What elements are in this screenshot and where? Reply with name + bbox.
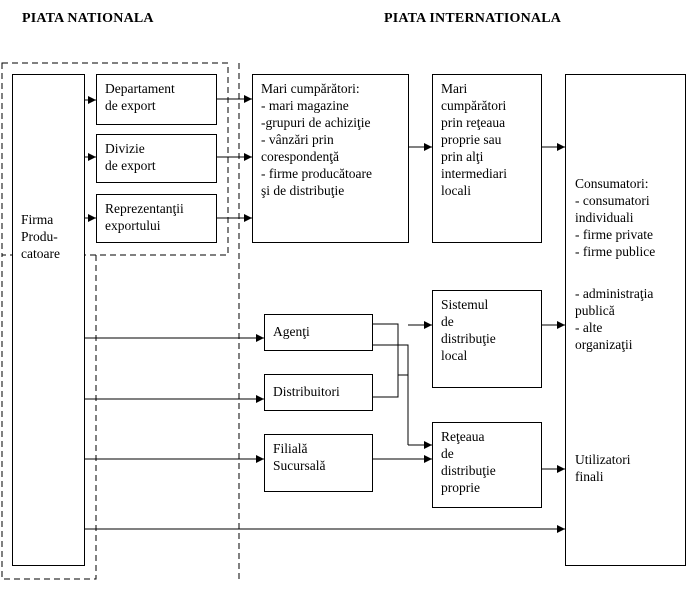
consumatori-list: Consumatori: - consumatori individuali - firme private - firme publice — [575, 176, 656, 259]
connector-agenti-distribuitori — [372, 324, 398, 397]
box-reprezentanti-export: Reprezentanţii exportului — [96, 194, 217, 243]
box-departament-export: Departament de export — [96, 74, 217, 125]
box-mari-cumparatori-retea: Mari cumpărători prin reţeaua proprie sau prin alţi intermediari locali — [432, 74, 542, 243]
box-mari-cumparatori: Mari cumpărători: - mari magazine -grupuri de achiziţie - vânzări prin corespondenţă - firme producătoare şi de distribuţie — [252, 74, 409, 243]
box-filiala-sucursala: Filială Sucursală — [264, 434, 373, 492]
box-firma-producatoare: Firma Produ- catoare — [12, 74, 85, 566]
box-distribuitori: Distribuitori — [264, 374, 373, 411]
box-divizie-export: Divizie de export — [96, 134, 217, 183]
box-retea-distributie-proprie: Reţeaua de distribuţie proprie — [432, 422, 542, 508]
box-consumatori — [565, 74, 686, 566]
consumatori-list-2: - administraţia publică - alte organizaţii — [575, 286, 654, 352]
utilizatori-finali: Utilizatori finali — [575, 452, 631, 484]
header-piata-internationala: PIATA INTERNATIONALA — [384, 11, 562, 26]
box-agenti: Agenţi — [264, 314, 373, 351]
header-piata-nationala: PIATA NATIONALA — [22, 11, 154, 26]
connector-vertical — [372, 345, 408, 445]
box-sistem-distributie-local: Sistemul de distribuţie local — [432, 290, 542, 388]
